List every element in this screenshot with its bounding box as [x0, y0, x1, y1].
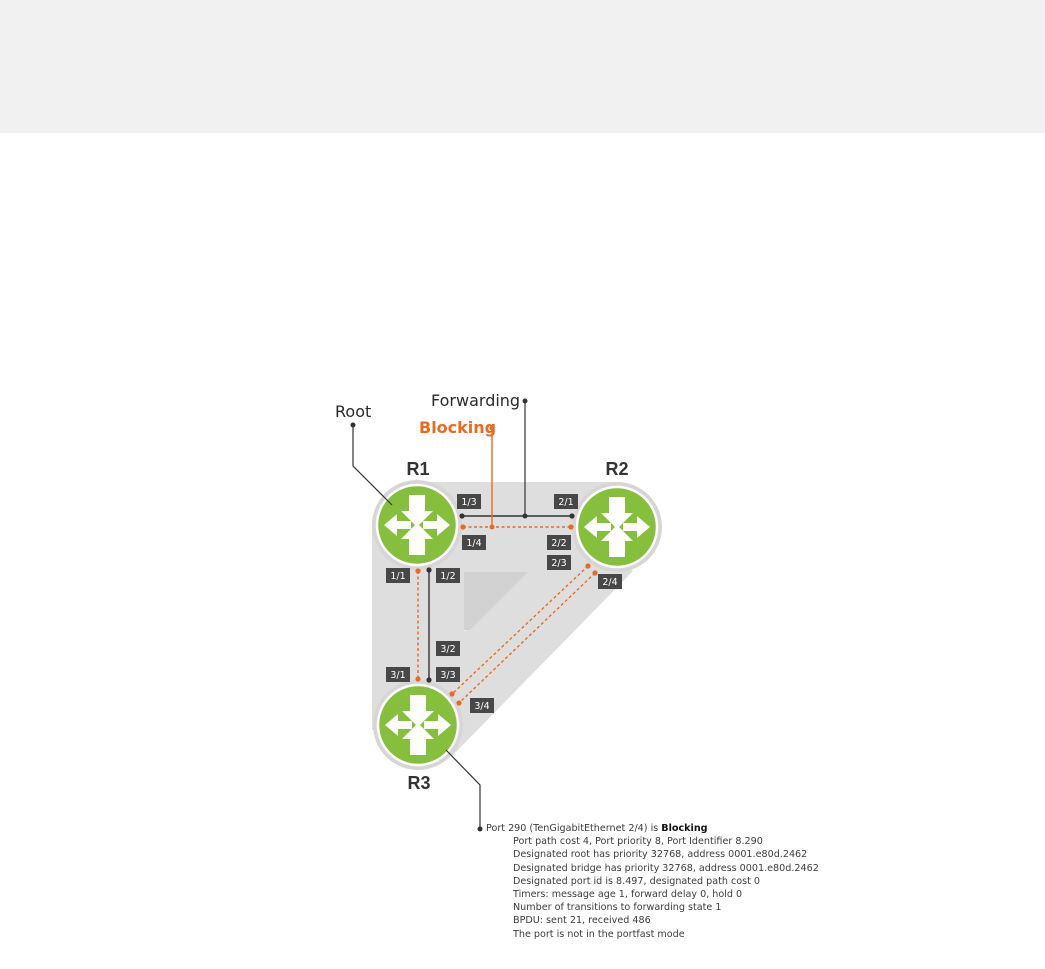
- port-dot-1-3: [459, 513, 464, 518]
- forwarding-leader-end: [523, 514, 528, 519]
- port-tag-3-2: [436, 641, 460, 656]
- port-tag-2-4: [598, 574, 622, 589]
- port-dot-3-1: [415, 676, 420, 681]
- port-status-line: The port is not in the portfast mode: [513, 928, 685, 940]
- router-r1: [377, 485, 457, 565]
- port-status-prefix: Port 290 (TenGigabitEthernet 2/4) is: [486, 823, 662, 834]
- port-dot-2-3: [585, 563, 590, 568]
- port-info-leader-dot: [478, 827, 483, 832]
- port-label-3-1: 3/1: [390, 670, 406, 681]
- forwarding-leader-dot: [523, 399, 528, 404]
- port-label-1-4: 1/4: [466, 538, 482, 549]
- port-tag-2-3: [547, 555, 571, 570]
- port-status-line: Timers: message age 1, forward delay 0, hold 0: [513, 889, 743, 901]
- port-status-line: Port path cost 4, Port priority 8, Port Identifier 8.290: [513, 836, 763, 848]
- port-dot-1-4: [460, 524, 465, 529]
- port-info-leader: [446, 750, 480, 829]
- port-tag-1-1: [386, 568, 410, 583]
- port-dot-3-3b: [449, 691, 454, 696]
- port-tag-2-2: [547, 535, 571, 550]
- port-dot-1-1: [415, 568, 420, 573]
- root-leader-dot: [351, 423, 356, 428]
- port-status-output: [486, 822, 819, 941]
- router-name-r3: R3: [407, 773, 431, 793]
- port-label-3-3: 3/3: [440, 670, 456, 681]
- port-status-line: Designated root has priority 32768, address 0001.e80d.2462: [513, 849, 808, 861]
- router-r3: [378, 685, 458, 765]
- port-dot-3-3: [426, 677, 431, 682]
- blocking-caption: Blocking: [419, 418, 497, 437]
- port-tag-3-4: [470, 698, 494, 713]
- port-dot-3-4: [456, 700, 461, 705]
- router-name-r2: R2: [605, 459, 629, 479]
- router-name-r1: R1: [406, 459, 430, 479]
- port-label-1-2: 1/2: [440, 571, 456, 582]
- port-label-1-3: 1/3: [461, 497, 477, 508]
- port-dot-2-1: [569, 513, 574, 518]
- port-tag-3-1: [386, 667, 410, 682]
- port-tag-1-4: [462, 535, 486, 550]
- port-label-2-1: 2/1: [558, 497, 574, 508]
- port-dot-1-2: [426, 567, 431, 572]
- port-status-line: BPDU: sent 21, received 486: [513, 915, 651, 927]
- root-caption: Root: [335, 402, 372, 421]
- port-dot-2-4: [592, 570, 597, 575]
- port-label-1-1: 1/1: [390, 571, 406, 582]
- port-status-state: Blocking: [661, 823, 708, 834]
- blocking-leader-end: [490, 525, 495, 530]
- forwarding-caption: Forwarding: [431, 391, 521, 410]
- port-tag-3-3: [436, 667, 460, 682]
- port-dot-2-2: [568, 524, 573, 529]
- port-label-2-4: 2/4: [602, 577, 618, 588]
- port-status-line: Number of transitions to forwarding state 1: [513, 902, 722, 914]
- port-label-3-4: 3/4: [474, 701, 490, 712]
- port-tag-1-2: [436, 568, 460, 583]
- port-label-3-2: 3/2: [440, 644, 456, 655]
- router-r2: [577, 487, 657, 567]
- port-status-heading: [486, 822, 819, 835]
- port-tag-1-3: [457, 494, 481, 509]
- port-label-2-2: 2/2: [551, 538, 567, 549]
- port-status-line: Designated bridge has priority 32768, address 0001.e80d.2462: [513, 862, 819, 874]
- port-status-line: Designated port id is 8.497, designated path cost 0: [513, 875, 761, 887]
- port-label-2-3: 2/3: [551, 558, 567, 569]
- port-tag-2-1: [554, 494, 578, 509]
